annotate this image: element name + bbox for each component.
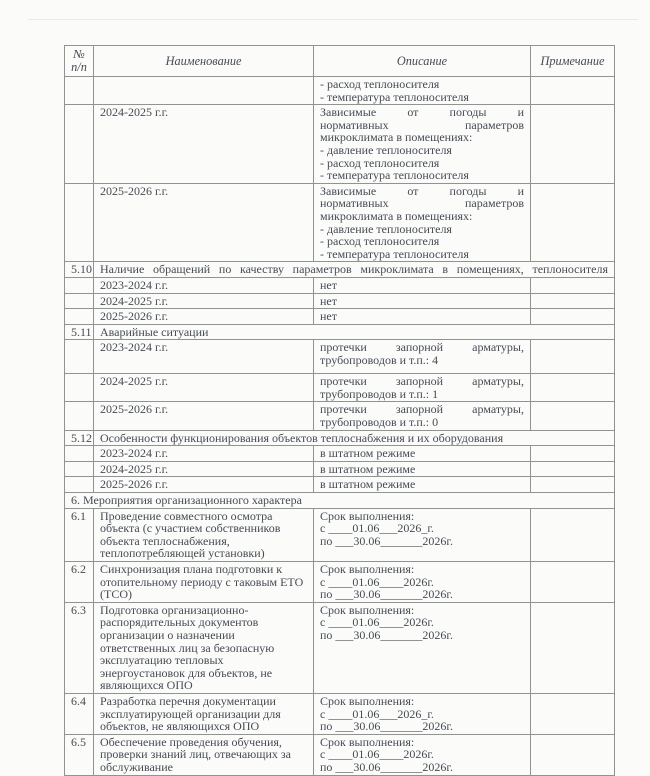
cell-desc: нет	[314, 277, 531, 293]
text-line: по ___30.06_______2026г.	[320, 719, 453, 734]
text-line: нормативных параметров	[320, 117, 524, 132]
cell-year: 2024-2025 г.г.	[94, 461, 314, 477]
cell-note	[531, 105, 615, 184]
cell-desc	[314, 374, 531, 402]
header-note: Примечание	[531, 46, 615, 77]
cell-num	[65, 293, 94, 309]
text-line: по ___30.06_______2026г.	[320, 533, 453, 548]
header-desc: Описание	[314, 46, 531, 77]
text-line: - температура теплоносителя	[320, 246, 469, 261]
cell-year: 2024-2025 г.г.	[94, 374, 314, 402]
cell-note	[531, 293, 615, 309]
cell-note	[531, 446, 615, 462]
plan-table	[64, 45, 615, 776]
cell-num	[65, 374, 94, 402]
cell-note	[531, 402, 615, 430]
header-num	[65, 46, 94, 77]
text-line: - давление теплоносителя	[320, 142, 452, 157]
cell-num	[65, 402, 94, 430]
text-line: - расход теплоносителя	[320, 234, 440, 249]
cell-desc: в штатном режиме	[314, 477, 531, 493]
cell-num: 5.11	[65, 324, 94, 340]
cell-note	[531, 340, 615, 374]
cell-year: 2023-2024 г.г.	[94, 277, 314, 293]
row-5-10	[65, 262, 615, 278]
text-line: микроклимата в помещениях:	[320, 130, 473, 145]
cell-desc: в штатном режиме	[314, 446, 531, 462]
cell-note	[531, 183, 615, 262]
desc-left-lines	[320, 131, 524, 181]
cell-desc	[314, 508, 531, 561]
row-6-3	[65, 602, 615, 693]
text-line: Срок выполнения:	[320, 562, 415, 576]
row-dep-2025-2026	[65, 183, 615, 262]
cell-desc: нет	[314, 309, 531, 325]
cell-year: 2025-2026 г.г.	[94, 309, 314, 325]
cell-num	[65, 183, 94, 262]
cell-year: 2025-2026 г.г.	[94, 183, 314, 262]
cell-desc	[314, 105, 531, 184]
text-line: с ____01.06____2026г.	[320, 615, 434, 630]
text-line: по ___30.06_______2026г.	[320, 627, 453, 642]
text-line: - давление теплоносителя	[320, 221, 452, 236]
cell-note	[531, 562, 615, 603]
cell-num: 6.3	[65, 602, 94, 693]
row-net-2025-2026	[65, 309, 615, 325]
cell-num: 6.2	[65, 562, 94, 603]
row-leak-2023-2024	[65, 340, 615, 374]
row-mode-2023-2024	[65, 446, 615, 462]
desc-line: протечки запорной арматуры,	[320, 402, 524, 417]
scan-artifact-line	[28, 19, 638, 20]
text-line: - расход теплоносителя	[320, 155, 440, 170]
text-line: с ____01.06___2026_г.	[320, 706, 434, 721]
cell-desc	[314, 77, 531, 105]
desc-line: протечки запорной арматуры,	[320, 374, 524, 389]
text-line: с ____01.06____2026г.	[320, 747, 434, 762]
cell-num	[65, 277, 94, 293]
text-line: Срок выполнения:	[320, 734, 415, 749]
row-dep-2024-2025	[65, 105, 615, 184]
text-line: Зависимые от погоды и	[320, 183, 524, 198]
text-line: микроклимата в помещениях:	[320, 208, 473, 223]
cell-num	[65, 77, 94, 105]
cell-name: Разработка перечня документации эксплуатирующей организации для объектов, не являющихся ОПО	[94, 693, 314, 734]
cell-num	[65, 105, 94, 184]
text-line: Срок выполнения:	[320, 508, 415, 523]
cell-note	[531, 602, 615, 693]
cell-num: 6.4	[65, 693, 94, 734]
text-line: по ___30.06_______2026г.	[320, 587, 453, 602]
cell-name: Проведение совместного осмотра объекта (с участием собственников объекта теплоснабжения, теплопотребляющей установки)	[94, 508, 314, 561]
cell-num	[65, 340, 94, 374]
row-mode-2025-2026	[65, 477, 615, 493]
row-5-11	[65, 324, 615, 340]
cell-section-text: Наличие обращений по качеству параметров микроклимата в помещениях, теплоносителя	[94, 262, 615, 278]
text-line: с ____01.06___2026_г.	[320, 521, 434, 536]
cell-num	[65, 461, 94, 477]
row-section-6-heading	[65, 493, 615, 509]
row-continuation	[65, 77, 615, 105]
cell-year: 2024-2025 г.г.	[94, 293, 314, 309]
header-num-line2: п/п	[71, 60, 87, 74]
cell-year: 2023-2024 г.г.	[94, 340, 314, 374]
cell-note	[531, 508, 615, 561]
text-line: - температура теплоносителя	[320, 89, 469, 104]
cell-num: 5.10	[65, 262, 94, 278]
text-line: нормативных параметров	[320, 196, 524, 211]
desc-line: трубопроводов и т.п.: 1	[320, 386, 439, 401]
header-name: Наименование	[94, 46, 314, 77]
row-net-2024-2025	[65, 293, 615, 309]
cell-year: 2025-2026 г.г.	[94, 477, 314, 493]
desc-line: трубопроводов и т.п.: 4	[320, 352, 439, 367]
cell-year: 2023-2024 г.г.	[94, 446, 314, 462]
cell-note	[531, 277, 615, 293]
cell-num: 6.5	[65, 734, 94, 775]
text-line: с ____01.06____2026г.	[320, 574, 434, 589]
cell-desc	[314, 602, 531, 693]
cell-desc	[314, 693, 531, 734]
text-line: Зависимые от погоды и	[320, 105, 524, 120]
cell-name: Обеспечение проведения обучения, проверки знаний лиц, отвечающих за обслуживание	[94, 734, 314, 775]
cell-num	[65, 309, 94, 325]
cell-desc	[314, 340, 531, 374]
cell-num	[65, 446, 94, 462]
cell-section-text: Аварийные ситуации	[94, 324, 615, 340]
row-6-2	[65, 562, 615, 603]
section-6-title: 6. Мероприятия организационного характера	[65, 493, 615, 509]
cell-desc	[314, 562, 531, 603]
cell-desc: в штатном режиме	[314, 461, 531, 477]
desc-line: протечки запорной арматуры,	[320, 340, 524, 355]
cell-section-text: Особенности функционирования объектов теплоснабжения и их оборудования	[94, 430, 615, 446]
row-leak-2024-2025	[65, 374, 615, 402]
table-header-row	[65, 46, 615, 77]
cell-note	[531, 77, 615, 105]
desc-line: трубопроводов и т.п.: 0	[320, 415, 439, 430]
cell-note	[531, 477, 615, 493]
cell-desc: нет	[314, 293, 531, 309]
cell-desc	[314, 183, 531, 262]
text-line: - температура теплоносителя	[320, 168, 469, 183]
cell-desc	[314, 402, 531, 430]
text-line: Срок выполнения:	[320, 602, 415, 617]
cell-num: 6.1	[65, 508, 94, 561]
row-5-12	[65, 430, 615, 446]
row-6-4	[65, 693, 615, 734]
desc-left-lines	[320, 210, 524, 260]
text-line: Срок выполнения:	[320, 693, 415, 708]
cell-note	[531, 374, 615, 402]
desc-justified-lines	[320, 106, 524, 131]
cell-note	[531, 309, 615, 325]
cell-name: Синхронизация плана подготовки к отопительному периоду с таковым ЕТО (ТСО)	[94, 562, 314, 603]
row-6-1	[65, 508, 615, 561]
cell-name: Подготовка организационно-распорядительных документов организации о назначении ответственных лиц за безопасную эксплуатацию тепловых энергоустановок для объектов, не являющихся ОПО	[94, 602, 314, 693]
row-net-2023-2024	[65, 277, 615, 293]
cell-note	[531, 461, 615, 477]
desc-justified-lines	[320, 185, 524, 210]
row-mode-2024-2025	[65, 461, 615, 477]
cell-note	[531, 693, 615, 734]
cell-year: 2025-2026 г.г.	[94, 402, 314, 430]
cell-num	[65, 477, 94, 493]
cell-year: 2024-2025 г.г.	[94, 105, 314, 184]
text-line: по ___30.06_______2026г.	[320, 759, 453, 774]
cell-num: 5.12	[65, 430, 94, 446]
cell-name	[94, 77, 314, 105]
header-num-line1: №	[73, 47, 85, 61]
row-leak-2025-2026	[65, 402, 615, 430]
text-line: - расход теплоносителя	[320, 77, 440, 91]
